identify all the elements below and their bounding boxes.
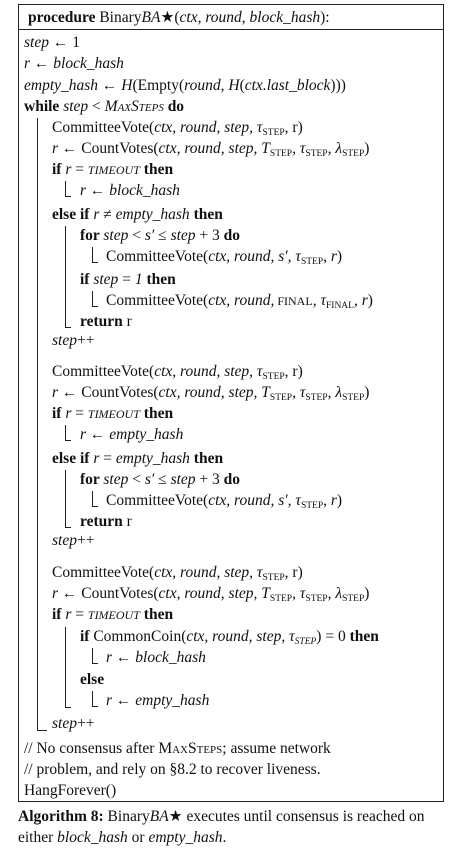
- algorithm-line: [52, 205, 223, 225]
- code-token: STEP: [269, 393, 293, 403]
- algorithm-line: [80, 627, 379, 647]
- code-token: r: [126, 513, 132, 530]
- code-token: then: [142, 271, 176, 288]
- code-token: then: [139, 161, 174, 178]
- algorithm-line: [52, 605, 173, 625]
- code-token: <: [128, 471, 145, 488]
- code-token: if: [80, 628, 94, 645]
- code-token: H: [228, 77, 240, 94]
- code-token: ctx, round, s′, τ: [208, 248, 301, 265]
- code-token: r: [93, 450, 100, 467]
- code-token: ←: [30, 55, 54, 72]
- code-token: step: [170, 227, 196, 244]
- code-token: step: [63, 98, 89, 115]
- code-token: =: [99, 450, 116, 467]
- code-token: ctx, round, step, τ: [154, 564, 263, 581]
- code-token: step: [24, 34, 49, 51]
- code-token: ++: [76, 715, 95, 732]
- caption-label: Algorithm 8:: [18, 808, 104, 825]
- code-token: CommitteeVote(: [106, 248, 209, 265]
- code-token: FINAL: [326, 301, 354, 311]
- code-token: HangForever(): [24, 782, 117, 799]
- algorithm-line: [80, 181, 180, 201]
- code-token: STEP: [342, 594, 365, 604]
- algorithm-line: [52, 362, 303, 382]
- if-scope-bar: [65, 181, 66, 196]
- code-token: STEP: [342, 393, 365, 403]
- if3-scope-bar: [65, 627, 66, 707]
- code-token: STEP: [342, 149, 365, 159]
- code-token: step: [103, 227, 129, 244]
- code-token: ): [367, 292, 373, 309]
- algorithm-line: [52, 139, 369, 159]
- code-token: , τ: [312, 292, 326, 309]
- code-token: r: [126, 313, 132, 330]
- code-token: s′: [144, 227, 155, 244]
- code-token: round: [184, 77, 221, 94]
- code-token: ←: [86, 426, 110, 443]
- code-token: ←: [98, 77, 122, 94]
- code-token: if: [52, 606, 66, 623]
- if3-scope-end: [65, 707, 71, 708]
- algorithm-line: [52, 118, 303, 138]
- code-token: (Empty(: [132, 77, 185, 94]
- code-token: =: [118, 271, 135, 288]
- else-scope-bar: [92, 691, 93, 706]
- code-token: r: [80, 426, 87, 443]
- code-token: ,: [220, 77, 229, 94]
- code-token: ≤: [154, 227, 171, 244]
- code-token: r: [52, 140, 59, 157]
- code-token: ctx, round, s′, τ: [208, 492, 301, 509]
- algorithm-line: [80, 670, 104, 690]
- if2-scope-bar: [65, 425, 66, 440]
- code-token: ctx.last_block: [244, 77, 331, 94]
- code-token: return: [80, 313, 127, 330]
- code-token: r: [52, 384, 59, 401]
- code-token: <: [128, 227, 145, 244]
- caption-block-hash: block_hash: [57, 829, 128, 846]
- code-token: =: [71, 161, 88, 178]
- code-token: s′: [144, 471, 155, 488]
- algorithm-line: [52, 531, 94, 551]
- code-token: ctx, round, block_hash: [179, 9, 321, 26]
- code-token: ctx, round,: [208, 292, 275, 309]
- code-token: TIMEOUT: [87, 163, 140, 177]
- code-token: else if: [52, 450, 94, 467]
- algorithm-line: [52, 449, 223, 469]
- code-token: ): [364, 384, 370, 401]
- code-token: CommitteeVote(: [106, 292, 209, 309]
- algorithm-line: [24, 33, 80, 53]
- code-token: else: [80, 671, 105, 688]
- coin-scope-end: [92, 663, 98, 664]
- elseif2-scope-end: [65, 527, 71, 528]
- code-token: STEP: [300, 257, 324, 267]
- elseif-scope-bar: [65, 226, 66, 327]
- code-token: step: [103, 471, 129, 488]
- code-token: 1: [134, 271, 143, 288]
- code-token: empty_hash: [115, 450, 190, 467]
- code-token: ← CountVotes(: [58, 585, 159, 602]
- code-token: r: [330, 492, 337, 509]
- code-token: (: [239, 77, 245, 94]
- coin-scope-bar: [92, 648, 93, 663]
- code-token: , r): [284, 363, 303, 380]
- code-token: , λ: [327, 140, 343, 157]
- code-token: block_hash: [135, 649, 206, 666]
- elseif2-scope-bar: [65, 470, 66, 527]
- code-token: r: [52, 585, 59, 602]
- algorithm-caption: [18, 806, 448, 848]
- code-token: , r): [284, 564, 303, 581]
- code-token: for: [80, 471, 104, 488]
- if-step-scope-bar: [92, 291, 93, 306]
- code-token: while: [24, 98, 64, 115]
- code-token: STEP: [305, 149, 328, 159]
- code-token: FINAL: [274, 294, 313, 308]
- while-scope-end: [37, 730, 47, 731]
- code-token: r: [106, 692, 113, 709]
- code-token: ≠: [99, 206, 116, 223]
- algorithm-line: [52, 383, 369, 403]
- else-scope-end: [92, 706, 98, 707]
- code-token: step: [170, 471, 196, 488]
- code-token: STEP: [262, 573, 285, 583]
- code-token: step: [52, 715, 77, 732]
- code-token: r: [65, 161, 72, 178]
- code-token: ctx, round, step, T: [158, 384, 270, 401]
- for-scope-bar: [92, 247, 93, 262]
- code-token: STEP: [300, 501, 324, 511]
- code-token: , τ: [292, 585, 306, 602]
- code-token: ; assume network: [222, 740, 331, 757]
- algorithm-line: [24, 76, 346, 96]
- code-token: H: [121, 77, 133, 94]
- code-token: STEP: [262, 128, 285, 138]
- code-token: then: [189, 206, 223, 223]
- code-token: + 3: [195, 227, 224, 244]
- code-token: step: [52, 532, 77, 549]
- caption-text-mid: ★ executes until consensus is reached on either: [18, 808, 425, 846]
- code-token: step: [93, 271, 119, 288]
- code-token: do: [163, 98, 185, 115]
- code-token: STEP: [262, 372, 285, 382]
- code-token: ← 1: [48, 34, 80, 51]
- code-token: ): [364, 585, 370, 602]
- code-token: r: [80, 182, 87, 199]
- code-token: do: [223, 227, 241, 244]
- code-token: empty_hash: [109, 426, 184, 443]
- algorithm-line: [24, 760, 321, 780]
- code-token: do: [223, 471, 241, 488]
- code-token: + 3: [195, 471, 224, 488]
- caption-ba: BA: [149, 808, 169, 825]
- code-token: procedure: [28, 9, 100, 26]
- algorithm-line: [80, 512, 132, 532]
- code-token: ctx, round, step, τ: [154, 119, 263, 136]
- algorithm-line: [52, 331, 94, 351]
- code-token: r: [65, 405, 72, 422]
- algorithm-line: [80, 226, 240, 246]
- code-token: STEP: [294, 637, 317, 647]
- code-token: empty_hash: [135, 692, 210, 709]
- code-token: r: [93, 206, 100, 223]
- code-token: TIMEOUT: [87, 407, 140, 421]
- code-token: ctx, round, step, T: [158, 585, 270, 602]
- code-token: for: [80, 227, 104, 244]
- code-token: if: [52, 405, 66, 422]
- code-token: STEP: [269, 149, 293, 159]
- algorithm-line: [80, 312, 132, 332]
- code-token: ++: [76, 532, 95, 549]
- code-token: r: [65, 606, 72, 623]
- code-token: MaxSteps: [104, 98, 164, 115]
- algorithm-line: [106, 691, 209, 711]
- code-token: else if: [52, 206, 94, 223]
- algorithm-line: [106, 291, 373, 311]
- code-token: step: [52, 332, 77, 349]
- code-token: , τ: [292, 384, 306, 401]
- code-token: , λ: [327, 384, 343, 401]
- code-token: r: [106, 649, 113, 666]
- code-token: if: [80, 271, 94, 288]
- code-token: ))): [330, 77, 346, 94]
- code-token: , λ: [327, 585, 343, 602]
- for-scope-end: [92, 262, 98, 263]
- code-token: ,: [323, 492, 331, 509]
- code-token: , r): [284, 119, 303, 136]
- code-token: MaxSteps: [158, 740, 223, 757]
- code-token: CommitteeVote(: [52, 564, 155, 581]
- code-token: ← CountVotes(: [58, 384, 159, 401]
- code-token: STEP: [305, 393, 328, 403]
- algorithm-line: [52, 714, 94, 734]
- algorithm-line: [52, 563, 303, 583]
- code-token: ←: [112, 692, 136, 709]
- code-token: STEP: [305, 594, 328, 604]
- code-token: block_hash: [109, 182, 180, 199]
- code-token: then: [189, 450, 224, 467]
- algorithm-line: [52, 404, 173, 424]
- code-token: <: [88, 98, 105, 115]
- algorithm-line: [80, 270, 176, 290]
- algorithm-line: [24, 781, 116, 801]
- code-token: if: [52, 161, 66, 178]
- algorithm-line: [52, 160, 173, 180]
- code-token: ): [336, 492, 343, 509]
- code-token: ctx, round, step, T: [158, 140, 270, 157]
- code-token: ++: [76, 332, 95, 349]
- code-token: r: [24, 55, 31, 72]
- elseif-scope-end: [65, 327, 71, 328]
- code-token: =: [71, 405, 88, 422]
- code-token: ): [364, 140, 370, 157]
- algorithm-line: [24, 739, 331, 759]
- code-token: ):: [320, 9, 330, 26]
- code-token: block_hash: [53, 55, 124, 72]
- code-token: ctx, round, step, τ: [154, 363, 263, 380]
- algorithm-line: [106, 491, 342, 511]
- while-scope-bar: [37, 118, 38, 730]
- code-token: ←: [86, 182, 110, 199]
- code-token: then: [139, 405, 174, 422]
- code-token: , τ: [292, 140, 306, 157]
- code-token: ≤: [154, 471, 171, 488]
- code-token: ← CountVotes(: [58, 140, 159, 157]
- code-token: // No consensus after: [24, 740, 159, 757]
- caption-empty-hash: empty_hash: [148, 829, 223, 846]
- code-token: ,: [353, 292, 362, 309]
- footer-rule: [18, 801, 444, 802]
- code-token: ): [336, 248, 343, 265]
- code-token: CommitteeVote(: [52, 363, 155, 380]
- code-token: then: [139, 606, 174, 623]
- code-token: ←: [112, 649, 136, 666]
- caption-or: or: [127, 829, 149, 846]
- code-token: // problem, and rely on §8.2 to recover liveness.: [24, 761, 321, 778]
- algorithm-line: [80, 470, 240, 490]
- for2-scope-end: [92, 506, 98, 507]
- code-token: ,: [323, 248, 331, 265]
- code-token: BA: [141, 9, 161, 26]
- code-token: CommonCoin(: [93, 628, 187, 645]
- algorithm-line: [106, 247, 342, 267]
- algorithm-line: [28, 8, 330, 28]
- code-token: ) = 0: [316, 628, 350, 645]
- algorithm-line: [106, 648, 206, 668]
- header-rule: [18, 29, 444, 30]
- algorithm-line: [80, 425, 183, 445]
- caption-end: .: [222, 829, 227, 846]
- code-token: return: [80, 513, 127, 530]
- algorithm-line: [52, 584, 369, 604]
- caption-text-before: Binary: [103, 808, 150, 825]
- code-token: r: [361, 292, 368, 309]
- algorithm-line: [24, 97, 184, 117]
- algorithm-line: [24, 54, 124, 74]
- code-token: empty_hash: [24, 77, 99, 94]
- code-token: Binary: [99, 9, 142, 26]
- code-token: then: [349, 628, 379, 645]
- code-token: TIMEOUT: [87, 608, 140, 622]
- if-step-scope-end: [92, 306, 98, 307]
- code-token: ★(: [160, 9, 180, 26]
- code-token: empty_hash: [115, 206, 190, 223]
- code-token: CommitteeVote(: [106, 492, 209, 509]
- code-token: STEP: [269, 594, 293, 604]
- for2-scope-bar: [92, 491, 93, 506]
- if2-scope-end: [65, 440, 71, 441]
- code-token: ctx, round, step, τ: [186, 628, 295, 645]
- code-token: r: [330, 248, 337, 265]
- code-token: CommitteeVote(: [52, 119, 155, 136]
- code-token: =: [71, 606, 88, 623]
- if-scope-end: [65, 196, 71, 197]
